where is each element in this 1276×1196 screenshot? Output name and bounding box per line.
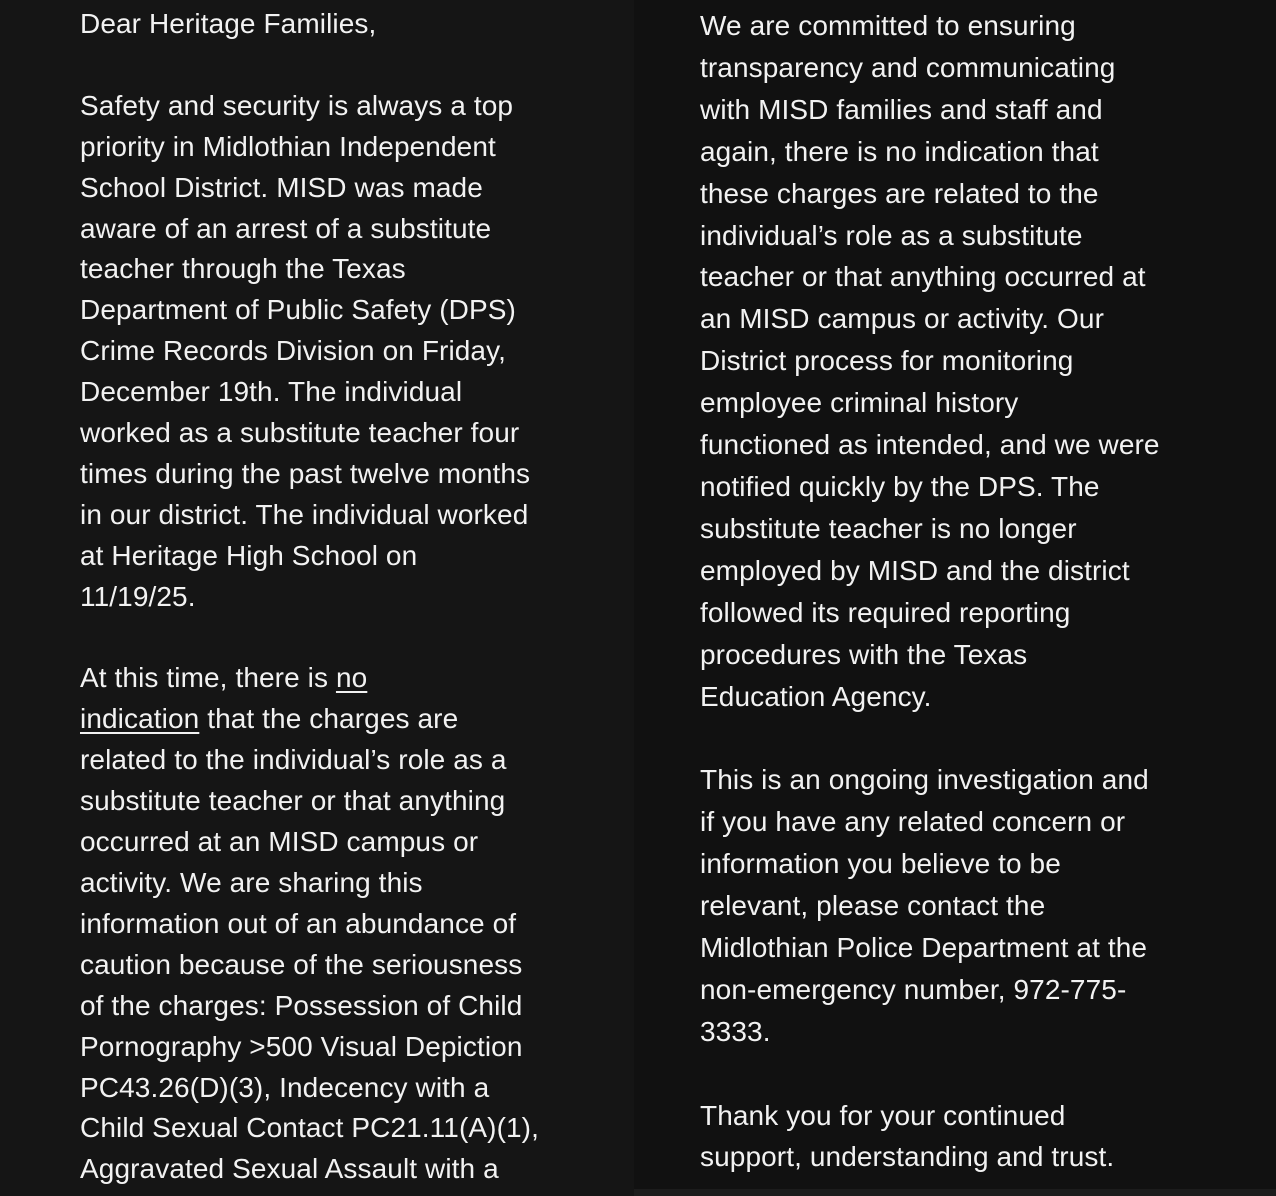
text-line: in our district. The individual worked <box>80 498 529 530</box>
text-line: these charges are related to the <box>700 177 1099 209</box>
text-line: occurred at an MISD campus or <box>80 826 479 858</box>
text-fragment: At this time, there is <box>80 662 336 694</box>
text-line: Education Agency. <box>700 680 932 712</box>
text-line <box>80 658 580 699</box>
text-line: Pornography >500 Visual Depiction <box>80 1030 523 1062</box>
text-line: 11/19/25. <box>80 580 196 612</box>
text-line: followed its required reporting <box>700 596 1071 628</box>
left-paragraph-2 <box>80 658 580 1190</box>
text-fragment: that the charges are <box>199 703 459 735</box>
text-line: PC43.26(D)(3), Indecency with a <box>80 1071 490 1103</box>
text-line: substitute teacher is no longer <box>700 512 1077 544</box>
letter-left-panel <box>0 0 634 1196</box>
text-line: aware of an arrest of a substitute <box>80 212 492 244</box>
text-line: procedures with the Texas <box>700 638 1028 670</box>
text-line: We are committed to ensuring <box>700 10 1076 41</box>
text-line: employee criminal history <box>700 387 1019 419</box>
text-line: caution because of the seriousness <box>80 948 523 980</box>
right-paragraph-2 <box>700 759 1260 1052</box>
text-line: Safety and security is always a top <box>80 89 514 121</box>
text-line: if you have any related concern or <box>700 806 1126 838</box>
text-line: information you believe to be <box>700 848 1061 880</box>
text-line: an MISD campus or activity. Our <box>700 303 1105 335</box>
text-line: worked as a substitute teacher four <box>80 417 520 449</box>
text-line: Department of Public Safety (DPS) <box>80 294 516 326</box>
right-paragraph-3 <box>700 1095 1260 1179</box>
text-line: with MISD families and staff and <box>700 93 1103 125</box>
paragraph-spacer <box>700 717 1260 759</box>
text-line: again, there is no indication that <box>700 135 1099 167</box>
letter-right-column <box>700 5 1260 1178</box>
text-line: Midlothian Police Department at the <box>700 931 1148 963</box>
text-line: information out of an abundance of <box>80 907 517 939</box>
text-line: substitute teacher or that anything <box>80 785 506 817</box>
underlined-emphasis: indication <box>80 703 200 735</box>
letter-left-column <box>80 4 580 1190</box>
text-line: at Heritage High School on <box>80 539 418 571</box>
text-line: support, understanding and trust. <box>700 1141 1115 1173</box>
letter-right-panel <box>634 0 1276 1196</box>
left-paragraph-1 <box>80 86 580 618</box>
text-line: Thank you for your continued <box>700 1099 1066 1131</box>
underlined-emphasis: no <box>335 662 368 694</box>
text-line: related to the individual’s role as a <box>80 744 507 776</box>
text-line: activity. We are sharing this <box>80 867 423 898</box>
paragraph-spacer <box>80 618 580 659</box>
text-line: priority in Midlothian Independent <box>80 130 496 162</box>
text-line: 3333. <box>700 1015 771 1047</box>
text-line: employed by MISD and the district <box>700 554 1130 586</box>
text-line: non-emergency number, 972-775- <box>700 973 1127 1005</box>
text-line: times during the past twelve months <box>80 457 531 489</box>
greeting: Dear Heritage Families, <box>80 8 377 39</box>
text-line: Child Sexual Contact PC21.11(A)(1), <box>80 1112 539 1144</box>
text-line: of the charges: Possession of Child <box>80 989 523 1021</box>
text-line: individual’s role as a substitute <box>700 219 1083 251</box>
right-paragraph-1 <box>700 5 1260 717</box>
text-line: notified quickly by the DPS. The <box>700 470 1100 502</box>
text-line <box>80 699 580 740</box>
text-line: This is an ongoing investigation and <box>700 764 1149 796</box>
text-line: School District. MISD was made <box>80 171 483 203</box>
text-line: relevant, please contact the <box>700 890 1046 922</box>
bottom-edge-strip <box>634 1189 1276 1196</box>
paragraph-spacer <box>700 1053 1260 1095</box>
text-line: functioned as intended, and we were <box>700 429 1160 461</box>
paragraph-spacer <box>80 45 580 86</box>
text-line: teacher or that anything occurred at <box>700 261 1146 293</box>
text-line: teacher through the Texas <box>80 253 406 285</box>
text-line: transparency and communicating <box>700 51 1116 83</box>
text-line: Crime Records Division on Friday, <box>80 335 507 367</box>
text-line: District process for monitoring <box>700 345 1074 377</box>
text-line: Aggravated Sexual Assault with a <box>80 1153 499 1185</box>
text-line: December 19th. The individual <box>80 376 463 408</box>
